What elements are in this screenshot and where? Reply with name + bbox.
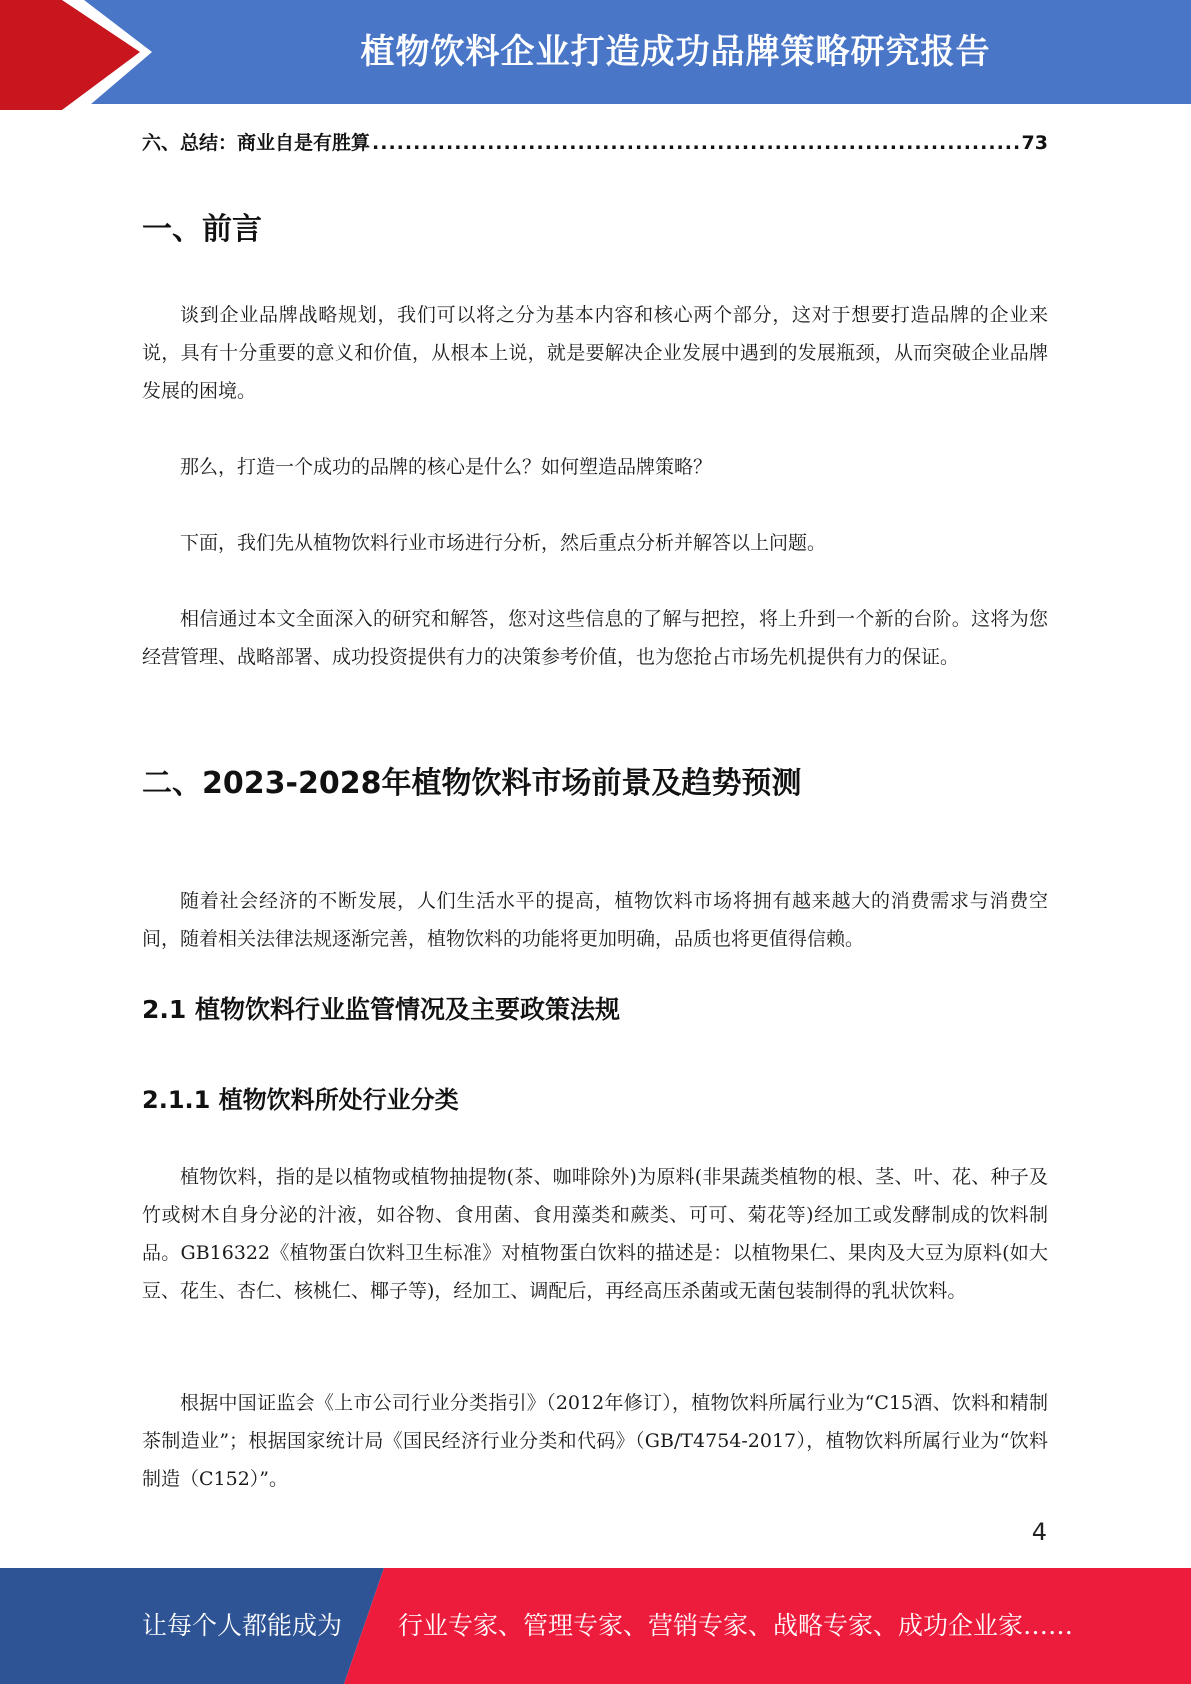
preface-paragraph-2: 那么，打造一个成功的品牌的核心是什么？如何塑造品牌策略？: [180, 456, 713, 478]
toc-entry-page: 73: [1021, 132, 1048, 154]
classification-paragraph-2: 根据中国证监会《上市公司行业分类指引》（2012年修订），植物饮料所属行业为“C15酒、饮料和精制茶制造业”；根据国家统计局《国民经济行业分类和代码》（GB/T4754-2017），植物饮料所属行业为“饮料制造（C152）”。: [142, 1392, 1048, 1490]
toc-dot-leader: [372, 132, 1020, 154]
toc-entry[interactable]: [142, 128, 1048, 155]
page-footer: [0, 1568, 1191, 1684]
market-paragraph: 随着社会经济的不断发展，人们生活水平的提高，植物饮料市场将拥有越来越大的消费需求与消费空间，随着相关法律法规逐渐完善，植物饮料的功能将更加明确，品质也将更值得信赖。: [142, 890, 1048, 950]
heading-regulation: 2.1 植物饮料行业监管情况及主要政策法规: [142, 995, 620, 1024]
classification-paragraph-1: 植物饮料，指的是以植物或植物抽提物(茶、咖啡除外)为原料(非果蔬类植物的根、茎、叶、花、种子及竹或树木自身分泌的汁液，如谷物、食用菌、食用藻类和蕨类、可可、菊花等)经加工或发酵制成的饮料制品。GB16322《植物蛋白饮料卫生标准》对植物蛋白饮料的描述是：以植物果仁、果肉及大豆为原料(如大豆、花生、杏仁、核桃仁、椰子等)，经加工、调配后，再经高压杀菌或无菌包装制得的乳状饮料。: [142, 1166, 1048, 1302]
preface-paragraph-3: 下面，我们先从植物饮料行业市场进行分析，然后重点分析并解答以上问题。: [180, 532, 827, 554]
heading-classification: 2.1.1 植物饮料所处行业分类: [142, 1086, 459, 1114]
heading-preface: 一、前言: [142, 212, 262, 247]
toc-entry-label: 六、总结：商业自是有胜算: [142, 132, 371, 154]
header-red-arrow: [0, 0, 150, 110]
preface-paragraph-4: 相信通过本文全面深入的研究和解答，您对这些信息的了解与把控，将上升到一个新的台阶。这将为您经营管理、战略部署、成功投资提供有力的决策参考价值，也为您抢占市场先机提供有力的保证。: [142, 608, 1048, 668]
preface-paragraph-1: 谈到企业品牌战略规划，我们可以将之分为基本内容和核心两个部分，这对于想要打造品牌的企业来说，具有十分重要的意义和价值，从根本上说，就是要解决企业发展中遇到的发展瓶颈，从而突破企业品牌发展的困境。: [142, 304, 1048, 402]
footer-slogan-left: 让每个人都能成为: [142, 1611, 343, 1640]
report-title: 植物饮料企业打造成功品牌策略研究报告: [360, 32, 991, 72]
heading-market-forecast: 二、2023-2028年植物饮料市场前景及趋势预测: [142, 766, 802, 801]
page-header: [0, 0, 1191, 110]
footer-slogan-right: 行业专家、管理专家、营销专家、战略专家、成功企业家……: [398, 1611, 1074, 1640]
page-number: 4: [1031, 1518, 1047, 1546]
